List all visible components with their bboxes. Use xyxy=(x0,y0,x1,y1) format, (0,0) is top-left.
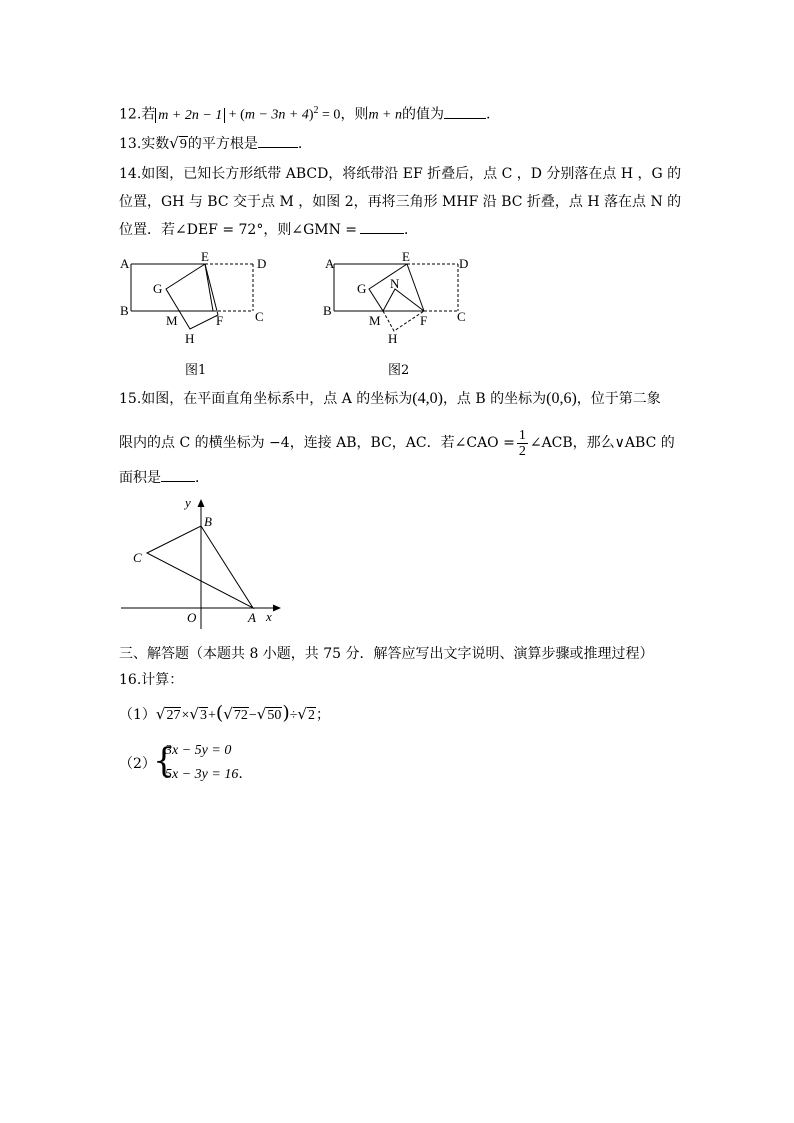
q15-line3-text: 面积是 xyxy=(119,470,161,486)
q15-fraction xyxy=(517,428,528,459)
system-equation-2: 5x − 3y = 16 xyxy=(165,767,239,782)
system-equation-2-row xyxy=(165,764,243,785)
q12-square: 2 xyxy=(313,105,319,116)
fig1-label-d: D xyxy=(257,256,267,271)
fig2-label-d: D xyxy=(459,256,469,271)
radicand-3: 3 xyxy=(199,708,207,723)
q12-ask: 的值为 xyxy=(402,106,444,123)
q15-line1-c: ，位于第二象 xyxy=(576,391,661,407)
fig2-label-b: B xyxy=(323,303,332,318)
fig1-label-m: M xyxy=(166,313,178,328)
q15-line2 xyxy=(119,426,675,460)
fig2-label-n: N xyxy=(390,276,400,291)
y-axis-arrow-icon xyxy=(198,499,205,507)
q14-line3-text: 位置．若∠DEF = 72°，则∠GMN = xyxy=(119,222,358,238)
x-axis-label: x xyxy=(266,609,272,624)
open-paren: ( xyxy=(215,702,224,724)
q15-point-b: (0,6) xyxy=(546,390,577,407)
q13-end: . xyxy=(297,136,303,152)
origin-label: O xyxy=(187,610,197,625)
q15-point-a: (4,0) xyxy=(412,390,443,407)
q13-number: 13. xyxy=(119,136,142,152)
q15-answer-blank[interactable] xyxy=(161,468,195,482)
point-c-label: C xyxy=(133,550,142,565)
q12-mn: m + n xyxy=(368,107,402,123)
fig2-label-e: E xyxy=(402,252,410,264)
q12-if: 若 xyxy=(141,106,156,123)
q14-answer-blank[interactable] xyxy=(360,220,404,234)
fig1-label-b: B xyxy=(120,303,129,318)
q13-text-a: 实数 xyxy=(141,136,170,152)
q16-part1-label: （1） xyxy=(119,707,156,723)
fig2-folded-ge xyxy=(369,264,407,311)
fig1-label-g: G xyxy=(153,281,163,296)
figure-2 xyxy=(317,252,487,347)
figure-2-caption: 图2 xyxy=(388,363,410,378)
fig2-label-a: A xyxy=(325,256,335,271)
divide-sign: ÷ xyxy=(289,708,298,723)
fig1-label-e: E xyxy=(201,252,209,264)
fig2-triangle-mnf xyxy=(383,289,424,311)
q15-line1-b: ，点 B 的坐标为 xyxy=(442,391,547,407)
q16-part2-label: （2） xyxy=(119,756,156,772)
q12-number: 12. xyxy=(119,106,142,123)
fig1-label-c: C xyxy=(255,309,264,324)
q14-line3 xyxy=(119,220,418,240)
plus-sign: + xyxy=(207,708,216,723)
system-brace-icon: { xyxy=(153,741,175,781)
sqrt-sign: √ xyxy=(223,705,233,723)
sqrt-sign: √ xyxy=(297,705,307,723)
fraction-denominator: 2 xyxy=(518,443,526,459)
q12-abs-expr: m + 2n − 1 xyxy=(155,108,225,123)
question-12 xyxy=(119,101,490,126)
coordinate-figure xyxy=(115,494,290,629)
fig1-label-a: A xyxy=(120,256,130,271)
point-b-label: B xyxy=(204,514,212,529)
sqrt-sign: √ xyxy=(256,705,267,723)
q15-line1 xyxy=(119,389,661,409)
fig2-label-c: C xyxy=(457,309,466,324)
radicand-50: 50 xyxy=(267,708,282,723)
q15-line1-a: 15.如图，在平面直角坐标系中，点 A 的坐标为 xyxy=(119,391,413,407)
q15-line2-a: 限内的点 C 的横坐标为 −4，连接 AB，BC，AC．若∠CAO = xyxy=(119,435,515,451)
minus-sign: − xyxy=(248,708,257,723)
close-paren: ) xyxy=(282,702,290,724)
q12-eq: = 0 xyxy=(318,107,341,123)
section-3-heading: 三、解答题（本题共 8 小题，共 75 分．解答应写出文字说明、演算步骤或推理过程） xyxy=(119,646,654,662)
triangle-abc xyxy=(147,526,253,608)
times-sign: × xyxy=(181,708,190,723)
x-axis-arrow-icon xyxy=(273,605,281,612)
system-equation-1: 3x − 5y = 0 xyxy=(165,743,232,758)
radicand-27: 27 xyxy=(166,708,181,723)
figure-1-caption: 图1 xyxy=(185,363,207,378)
fig2-label-h: H xyxy=(388,331,398,346)
fig2-label-m: M xyxy=(369,313,381,328)
q16-part1 xyxy=(119,703,330,726)
question-13 xyxy=(119,133,302,154)
q12-end: . xyxy=(486,106,491,123)
q12-then: ，则 xyxy=(340,106,369,123)
sqrt-sign: √ xyxy=(169,134,179,152)
fig2-label-f: F xyxy=(420,313,428,328)
radicand-2: 2 xyxy=(307,708,315,723)
y-axis-label: y xyxy=(185,495,191,510)
q16-part2-end: . xyxy=(238,766,243,782)
q16-title: 16.计算： xyxy=(119,672,184,688)
q15-end: ． xyxy=(195,470,209,486)
q13-text-b: 的平方根是 xyxy=(187,136,258,152)
fig2-triangle-mhf xyxy=(383,311,424,331)
sqrt-sign: √ xyxy=(189,705,199,723)
radicand-72: 72 xyxy=(233,708,248,723)
fig1-label-h: H xyxy=(185,331,195,346)
q15-line3 xyxy=(119,468,209,488)
fig1-label-f: F xyxy=(216,313,224,328)
q13-radicand: 9 xyxy=(179,137,187,152)
q14-line2: 位置，GH 与 BC 交于点 M ，如图 2，再将三角形 MHF 沿 BC 折叠，点 H 落在点 N 的 xyxy=(119,194,682,210)
fig1-fold-ef xyxy=(205,264,213,311)
fraction-numerator: 1 xyxy=(518,427,526,443)
fig2-label-g: G xyxy=(357,281,367,296)
q16-part1-end: ； xyxy=(315,707,330,723)
q14-line1: 14.如图，已知长方形纸带 ABCD，将纸带沿 EF 折叠后，点 C ，D 分别落在点 H ，G 的 xyxy=(119,166,682,182)
q13-answer-blank[interactable] xyxy=(258,134,298,148)
figure-1 xyxy=(112,252,282,347)
point-a-label: A xyxy=(248,610,256,625)
q12-close: ) xyxy=(308,107,314,123)
sqrt-sign: √ xyxy=(155,705,166,723)
q15-line2-b: ∠ACB，那么∨ABC 的 xyxy=(529,435,675,451)
q12-expr2: m − 3n + 4 xyxy=(244,107,309,123)
q12-answer-blank[interactable] xyxy=(444,105,486,119)
q12-plus: + ( xyxy=(225,107,245,123)
q14-end: ． xyxy=(404,222,419,238)
